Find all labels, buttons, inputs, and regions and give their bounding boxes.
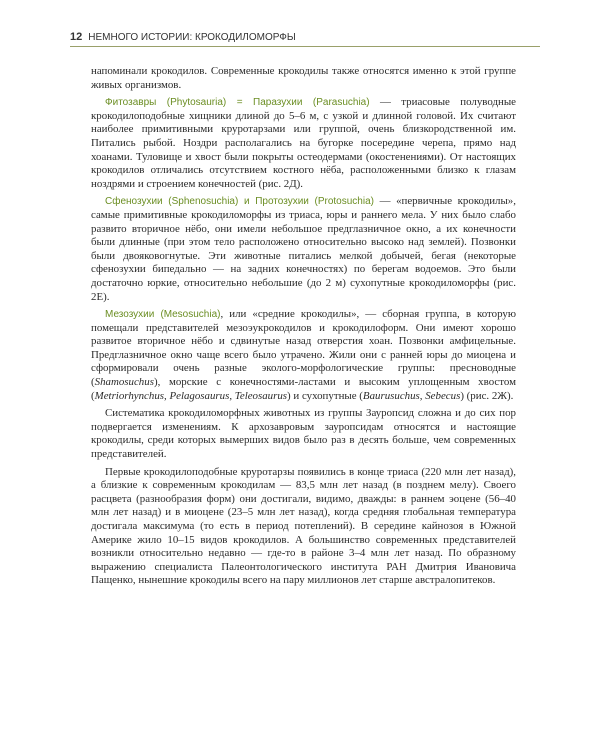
taxon-shamosuchus: Shamosuchus [94, 376, 154, 389]
taxon-marine-list: Metriorhynchus, Pelagosaurus, Teleosaurus [94, 389, 288, 402]
paragraph-sphenosuchia-text: — «первичные крокодилы», самые примитивные крокодиломорфы из триаса, юры и раннего мела. У них было слабо развито вторичное нёбо, они имели небольшое предглазничное окно, а их конечности были длинные (при этом тело расположено относительно высоко над землей). Позвонки были двояковогнутые. Эти животные питались мелкой добычей, бегая (некоторые сфенозухии бипедально — на задних конечностях) по берегам водоемов. Это были достаточно юркие, относительно небольшие (до 2 м) сухопутные крокодиломорфы (рис. 2Е). [91, 195, 516, 303]
paragraph-mesosuchia-text-b: ), морские с конечностями-ластами и высоким уплощенным хвостом ( [91, 376, 516, 402]
taxon-terrestrial-list: Baurusuchus, Sebecus [362, 389, 461, 402]
paragraph-intro: напоминали крокодилов. Современные крокодилы также относятся именно к этой группе живых организмов. [91, 65, 516, 91]
paragraph-phytosauria [91, 96, 516, 191]
paragraph-history: Первые крокодилоподобные круротарзы появились в конце триаса (220 млн лет назад), а близкие к современным крокодилам — 83,5 млн лет назад (в позднем мелу). Своего расцвета (разнообразия форм) они достигали, видимо, дважды: в раннем эоцене (56–40 млн лет назад) и в миоцене (23–5 млн лет назад), когда средняя глобальная температура достигала максимума (то есть в период потеплений). В середине кайнозоя в Южной Америке жило 10–15 видов крокодилов. А большинство современных представителей возникли относительно недавно — где-то в районе 3–4 млн лет назад. По образному выражению специалиста Палеонтологического института РАН Дмитрия Ивановича Пащенко, нынешние крокодилы всего на пару миллионов лет старше австралопитеков. [91, 465, 516, 587]
term-sphenosuchia: Сфенозухии (Sphenosuchia) и Протозухии (Protosuchia) [105, 196, 374, 208]
term-phytosauria: Фитозавры (Phytosauria) = Паразухии (Parasuchia) [105, 97, 370, 109]
term-mesosuchia: Мезозухии (Mesosuchia) [105, 309, 221, 321]
running-header [70, 25, 540, 47]
running-title: НЕМНОГО ИСТОРИИ: КРОКОДИЛОМОРФЫ [88, 32, 296, 43]
paragraph-phytosauria-text: — триасовые полуводные крокодилоподобные хищники длиной до 5–6 м, с узкой и длинной головой. Их считают наиболее примитивными круротарзами или группой, очень близкородственной им. Питались рыбой. Ноздри располагались на бугорке посередине черепа, прямо над хоанами. Туловище и хвост были покрыты остеодермами (окостенениями). От настоящих крокодилов отличались отсутствием костного нёба, расположенными близко к глазам ноздрями и строением конечностей (рис. 2Д). [91, 96, 516, 190]
paragraph-systematics: Систематика крокодиломорфных животных из группы Зауропсид сложна и до сих пор подвергается изменениям. К архозавровым зауропсидам относятся и настоящие крокодилы, среди которых вымерших видов было раз в десять больше, чем современных представителей. [91, 407, 516, 461]
paragraph-mesosuchia-text-a: , или «средние крокодилы», — сборная группа, в которую помещали представителей мезоэукрокодилов и крокодилоформ. Они имеют хорошо развитое вторичное нёбо и сдвинутые назад отверстия хоан. Позвонки амфицельные. Предглазничное окно чаще всего было утрачено. Жили они с ранней юры до миоцена и сформировали очень разные эколого-морфологические группы: пресноводные ( [91, 308, 516, 389]
paragraph-mesosuchia-text-d: ) (рис. 2Ж). [460, 389, 514, 402]
page-number: 12 [70, 31, 83, 43]
paragraph-mesosuchia-text-c: ) и сухопутные ( [287, 389, 363, 402]
paragraph-mesosuchia [91, 308, 516, 403]
paragraph-sphenosuchia [91, 195, 516, 304]
main-text [91, 65, 516, 588]
